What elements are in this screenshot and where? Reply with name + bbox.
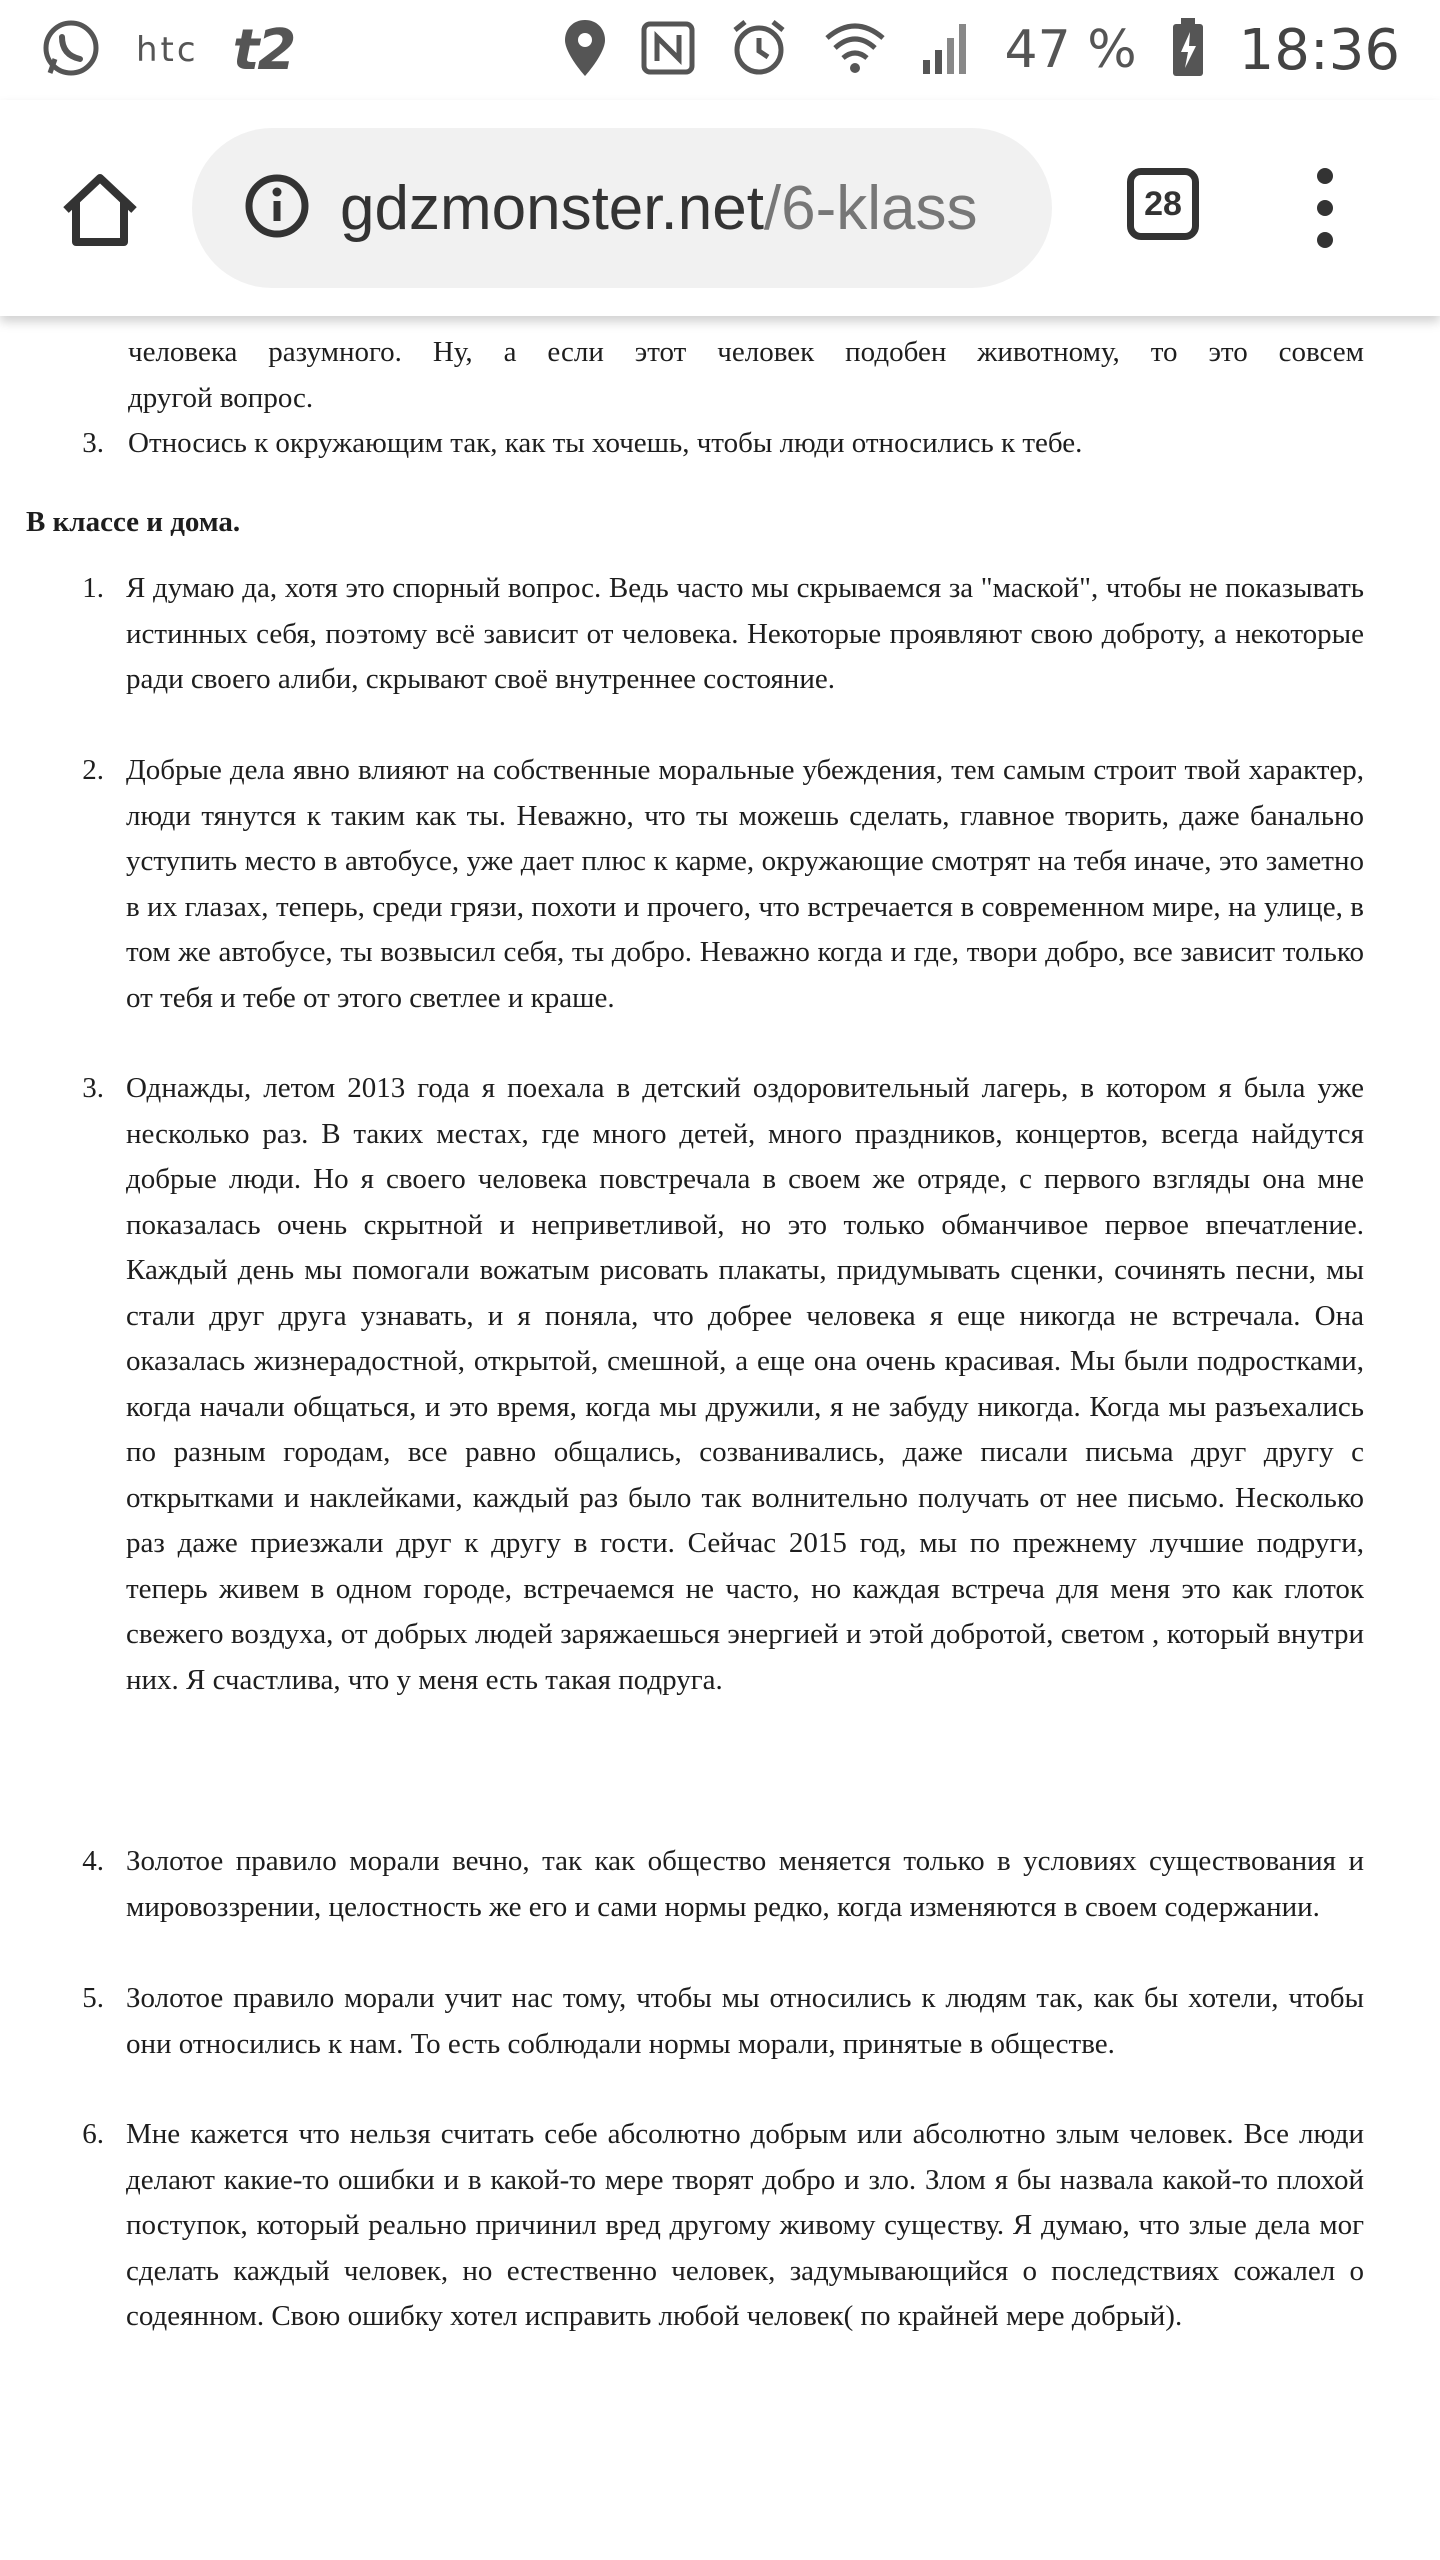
home-icon [60,172,140,248]
menu-dot-icon [1317,168,1333,184]
status-bar-left [40,17,294,84]
status-bar [0,0,1440,100]
url-domain: gdzmonster.net [340,173,764,243]
section-heading: В классе и дома. [26,506,241,538]
whatsapp-icon [40,17,102,84]
tab-count: 28 [1144,184,1182,223]
menu-button[interactable] [1300,168,1350,248]
intro-line: человека разумного. Ну, а если этот человек подобен животному, то это совсем [128,336,1364,368]
browser-toolbar [0,100,1440,316]
home-button[interactable] [50,160,150,260]
document-page [0,316,1440,2560]
item-text: Относись к окружающим так, как ты хочешь, чтобы люди относились к тебе. [128,427,1083,459]
item-text: Я думаю да, хотя это спорный вопрос. Ведь часто мы скрываемся за "маской", чтобы не показывать истинных себя, поэтому всё зависит от человека. Некоторые проявляют свою доброту, а некоторые ради своего алиби, скрывают своё внутреннее состояние. [126,572,1364,695]
status-bar-right [563,18,1401,83]
url-text[interactable] [340,173,978,244]
tab-switcher-button[interactable] [1127,168,1199,240]
item-text: Мне кажется что нельзя считать себе абсолютно добрым или абсолютно злым человек. Все люди делают какие-то ошибки и в какой-то мере творят добро и зло. Злом я бы назвала какой-то плохой поступок, который реально причинил вред другому живому существу. Я думаю, что злые дела мог сделать каждый человек, но естественно человек, задумывающийся о последствиях сожалел о содеянном. Свою ошибку хотел исправить любой человек( по крайней мере добрый). [126,2118,1364,2332]
nfc-icon [641,21,695,80]
clock: 18:36 [1238,17,1400,83]
info-icon[interactable] [244,173,310,244]
address-bar[interactable] [192,128,1052,288]
item-number: 4. [82,1845,104,1877]
menu-dot-icon [1317,232,1333,248]
item-text: Однажды, летом 2013 года я поехала в детский оздоровительный лагерь, в котором я была уже несколько раз. В таких местах, где много детей, много праздников, концертов, всегда найдутся добрые люди. Но я своего человека повстречала в своем же отряде, с первого взгляды она мне показалась очень скрытной и неприветливой, но это только обманчивое первое впечатление. Каждый день мы помогали вожатым рисовать плакаты, придумывать сценки, сочинять песни, мы стали друг друга узнавать, и я поняла, что добрее человека я еще никогда не встречала. Она оказалась жизнерадостной, открытой, смешной, а еще она очень красивая. Мы были подростками, когда начали общаться, и это время, когда мы дружили, я не забуду никогда. Когда мы разъехались по разным городам, все равно общались, созванивались, даже писали письма друг другу с открытками и наклейками, каждый раз было так волнительно получать от нее письмо. Несколько раз даже приезжали друг к другу в гости. Сейчас 2015 год, мы по прежнему лучшие подруги, теперь живем в одном городе, встречаемся не часто, но каждая встреча для меня это как глоток свежего воздуха, от добрых людей заряжаешься энергией и этой добротой, светом , который внутри них. Я счастлива, что у меня есть такая подруга. [126,1072,1364,1696]
item-text: Золотое правило морали учит нас тому, чтобы мы относились к людям так, как бы хотели, чтобы они относились к нам. То есть соблюдали нормы морали, принятые в обществе. [126,1982,1364,2060]
item-text: Добрые дела явно влияют на собственные моральные убеждения, тем самым строит твой характер, люди тянутся к таким как ты. Неважно, что ты можешь сделать, главное творить, даже банально уступить место в автобусе, уже дает плюс к карме, окружающие смотрят на тебя иначе, это заметно в их глазах, теперь, среди грязи, похоти и прочего, что встречается в современном мире, на улице, в том же автобусе, ты возвысил себя, ты добро. Неважно когда и где, твори добро, все зависит только от тебя и тебе от этого светлее и краше. [126,754,1364,1014]
alarm-icon [729,18,789,83]
battery-icon [1171,18,1205,83]
item-number: 6. [82,2118,104,2150]
signal-icon [921,20,971,81]
item-number: 2. [82,754,104,786]
item-number: 5. [82,1982,104,2014]
item-number: 1. [82,572,104,604]
wifi-icon [823,20,887,81]
intro-line: другой вопрос. [128,382,314,414]
url-path: /6-klass [763,173,978,243]
item-text: Золотое правило морали вечно, так как общество меняется только в условиях существования и мировоззрении, целостность же его и сами нормы редко, когда изменяются в своем содержании. [126,1845,1364,1923]
location-icon [563,18,607,83]
carrier-label: htc [136,30,199,70]
item-number: 3. [82,1072,104,1104]
battery-percent: 47 % [1004,20,1137,80]
item-number: 3. [82,427,104,459]
menu-dot-icon [1317,200,1333,216]
operator-label: t2 [232,17,295,83]
